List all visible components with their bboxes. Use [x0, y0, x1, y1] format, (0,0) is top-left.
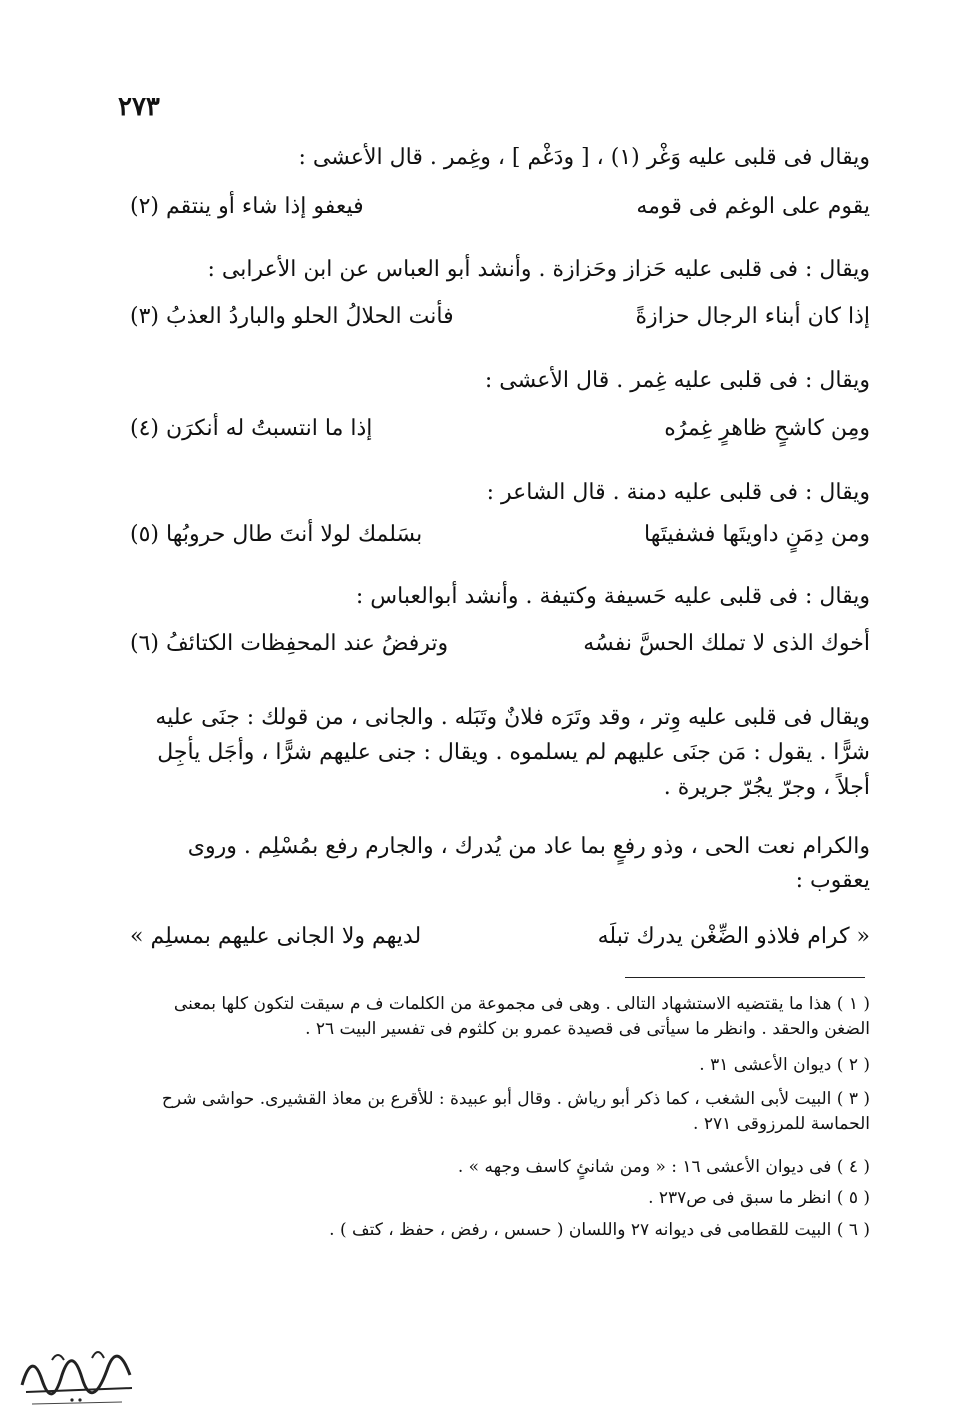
paragraph: ويقال : فى قلبى عليه دمنة . قال الشاعر : — [486, 480, 870, 505]
verse-line — [130, 518, 870, 552]
verse-hemistich-first: ومن دِمَنٍ داويتَها فشفيتَها — [644, 522, 870, 547]
verse-hemistich-first: « كرام فلاذو الضِّغْن يدرك تبلَه — [597, 924, 870, 949]
verse-hemistich-first: يقوم على الوغم فى قومه — [636, 194, 870, 219]
footnote: ( ٦ ) البيت للقطامى فى ديوانه ٢٧ واللسان ( حسس ، رفض ، حفظ ، كتف ) . — [329, 1220, 870, 1240]
verse-hemistich-second: إذا ما انتسبتُ له أنكرَن (٤) — [130, 416, 373, 441]
verse-hemistich-first: إذا كان أبناء الرجال حزازةً — [635, 304, 870, 329]
footnote-divider — [625, 977, 865, 978]
paragraph: ويقال فى قلبى عليه وَغْر (١) ، [ ودَغْم ] ، وغِمر . قال الأعشى : — [298, 145, 870, 170]
verse-hemistich-second: فأنت الحلالُ الحلو والباردُ العذبُ (٣) — [130, 304, 454, 329]
footnote: ( ٤ ) فى ديوان الأعشى ١٦ : « ومن شانئٍ كاسف وجهه » . — [457, 1157, 870, 1177]
footnote: ( ١ ) هذا ما يقتضيه الاستشهاد التالى . وهى فى مجموعة من الكلمات ف م سيقت لتكون كلها بمعنى الضغن والحقد . وانظر ما سيأتى فى قصيدة عمرو بن كلثوم فى تفسير البيت ٢٦ . — [173, 994, 870, 1039]
verse-line — [130, 300, 870, 334]
verse-line — [130, 190, 870, 224]
verse-line — [130, 920, 870, 954]
paragraph: ويقال : فى قلبى عليه غِمر . قال الأعشى : — [484, 368, 870, 393]
verse-hemistich-first: أخوك الذى لا تملك الحسَّ نفسُه — [583, 631, 870, 656]
verse-hemistich-second: بسَلمك لولا أنتَ طال حروبُها (٥) — [130, 522, 423, 547]
page-number: ٢٧٣ — [118, 92, 160, 122]
footnote: ( ٣ ) البيت لأبى الشغب ، كما ذكر أبو رياش . وقال أبو عبيدة : للأقرع بن معاذ القشيرى. حواشى شرح الحماسة للمرزوقى ٢٧١ . — [161, 1089, 870, 1134]
verse-hemistich-second: وترفضُ عند المحفِظات الكتائفُ (٦) — [130, 631, 449, 656]
footnote: ( ٢ ) ديوان الأعشى ٣١ . — [699, 1055, 870, 1075]
paragraph: ويقال فى قلبى عليه وِتر ، وقد وتَرَه فلانٌ وتَبَله . والجانى ، من قولك : جنَى عليه شرًّا . يقول : مَن جنَى عليهم لم يسلموه . ويقال : جنى عليهم شرًّا ، وأجَل يأجِل أجلاً ، وجرّ يجُرّ جريرة . — [155, 705, 870, 800]
verse-line — [130, 412, 870, 446]
calligraphy-seal-logo — [12, 1330, 142, 1410]
footnote: ( ٥ ) انظر ما سبق فى ص٢٣٧ . — [648, 1188, 870, 1208]
verse-line — [130, 627, 870, 661]
verse-hemistich-second: لديهم ولا الجانى عليهم بمسلِم » — [130, 924, 422, 949]
verse-hemistich-first: ومِن كاشحٍ ظاهرٍ غِمرُه — [664, 416, 870, 441]
verse-hemistich-second: فيعفو إذا شاء أو ينتقم (٢) — [130, 194, 364, 219]
paragraph: ويقال : فى قلبى عليه حَسيفة وكتيفة . وأنشد أبوالعباس : — [355, 584, 870, 609]
paragraph: ويقال : فى قلبى عليه حَزاز وحَزازة . وأنشد أبو العباس عن ابن الأعرابى : — [207, 257, 870, 282]
paragraph: والكرام نعت الحى ، وذو رفعٍ بما عاد من يُدرك ، والجارم رفع بمُسْلِم . وروى يعقوب : — [187, 834, 870, 893]
